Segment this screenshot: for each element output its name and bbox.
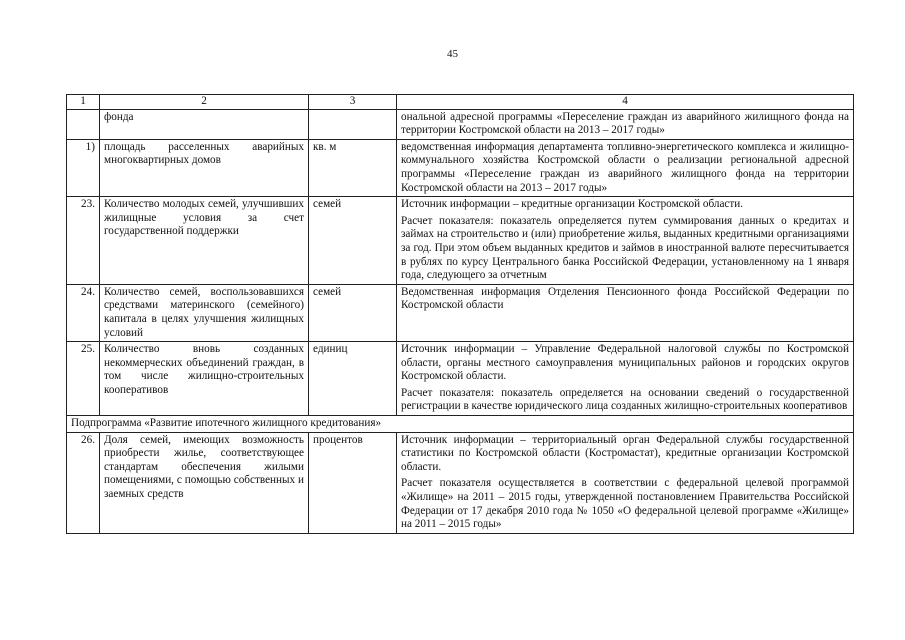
row-number: 26. [67,432,100,533]
source-cell [397,342,854,416]
row-number: 23. [67,197,100,285]
unit: семей [309,197,397,285]
source-text: Источник информации – Управление Федеральной налоговой службы по Костромской области, органы местного самоуправления муниципальных районов и городских округов Костромской области. [401,343,849,383]
subprogram-title: Подпрограмма «Развитие ипотечного жилищного кредитования» [67,416,854,433]
source-text: Источник информации – территориальный орган Федеральной службы государственной статистики по Костромской области (Костромастат), кредитные организации Костромской области. [401,433,849,473]
column-header-2: 2 [100,95,309,110]
table-row [67,432,854,533]
calculation-text: Расчет показателя осуществляется в соответствии с федеральной целевой программой «Жилище» на 2011 – 2015 годы, утвержденной постановлением Правительства Российской Федерации от 17 декабря 2010 года № 1050 «О федеральной целевой программе «Жилище» на 2011 – 2015 годы» [401,477,849,531]
unit: процентов [309,432,397,533]
source-cell [397,109,854,139]
table-row [67,197,854,285]
source-cell [397,139,854,196]
calculation-text: Расчет показателя: показатель определяется путем суммирования данных о кредитах и займах на строительство и (или) приобретение жилья, выданных кредитными организациями за год. При этом объем выданных кредитов и займов в иностранной валюте пересчитывается в рублях по курсу Центрального банка Российской Федерации, установленному на 1 января года, следующего за отчетным [401,214,849,282]
unit: единиц [309,342,397,416]
unit: кв. м [309,139,397,196]
source-text: Источник информации – кредитные организации Костромской области. [401,198,744,211]
table-row [67,139,854,196]
table-row [67,342,854,416]
indicator-name: Доля семей, имеющих возможность приобрести жилье, соответствующее стандартам обеспечения жилыми помещениями, с помощью собственных и заемных средств [100,432,309,533]
page-number: 45 [447,48,458,60]
row-number [67,109,100,139]
indicator-name: фонда [100,109,309,139]
row-number: 25. [67,342,100,416]
row-number: 24. [67,284,100,341]
table-header-row [67,95,854,110]
source-text: ведомственная информация департамента топливно-энергетического комплекса и жилищно-коммунального хозяйства Костромской области о реализации региональной адресной программы «Переселение граждан из аварийного жилищного фонда на территории Костромской области на 2013 – 2017 годы» [401,140,849,194]
column-header-1: 1 [67,95,100,110]
column-header-3: 3 [309,95,397,110]
subprogram-row [67,416,854,433]
source-text: Ведомственная информация Отделения Пенсионного фонда Российской Федерации по Костромской области [401,285,849,312]
source-cell [397,432,854,533]
column-header-4: 4 [397,95,854,110]
indicator-name: Количество молодых семей, улучшивших жилищные условия за счет государственной поддержки [100,197,309,285]
row-number: 1) [67,139,100,196]
indicator-name: Количество семей, воспользовавшихся средствами материнского (семейного) капитала в целях улучшения жилищных условий [100,284,309,341]
indicators-table [66,94,854,534]
source-cell [397,284,854,341]
table-row [67,284,854,341]
indicator-name: площадь расселенных аварийных многоквартирных домов [100,139,309,196]
unit [309,109,397,139]
source-cell [397,197,854,285]
unit: семей [309,284,397,341]
table-row [67,109,854,139]
source-text: ональной адресной программы «Переселение граждан из аварийного жилищного фонда на территории Костромской области на 2013 – 2017 годы» [401,110,849,137]
indicator-name: Количество вновь созданных некоммерческих объединений граждан, в том числе жилищно-строительных кооперативов [100,342,309,416]
calculation-text: Расчет показателя: показатель определяется на основании сведений о государственной регистрации в качестве юридического лица созданных жилищно-строительных кооперативов [401,386,849,413]
